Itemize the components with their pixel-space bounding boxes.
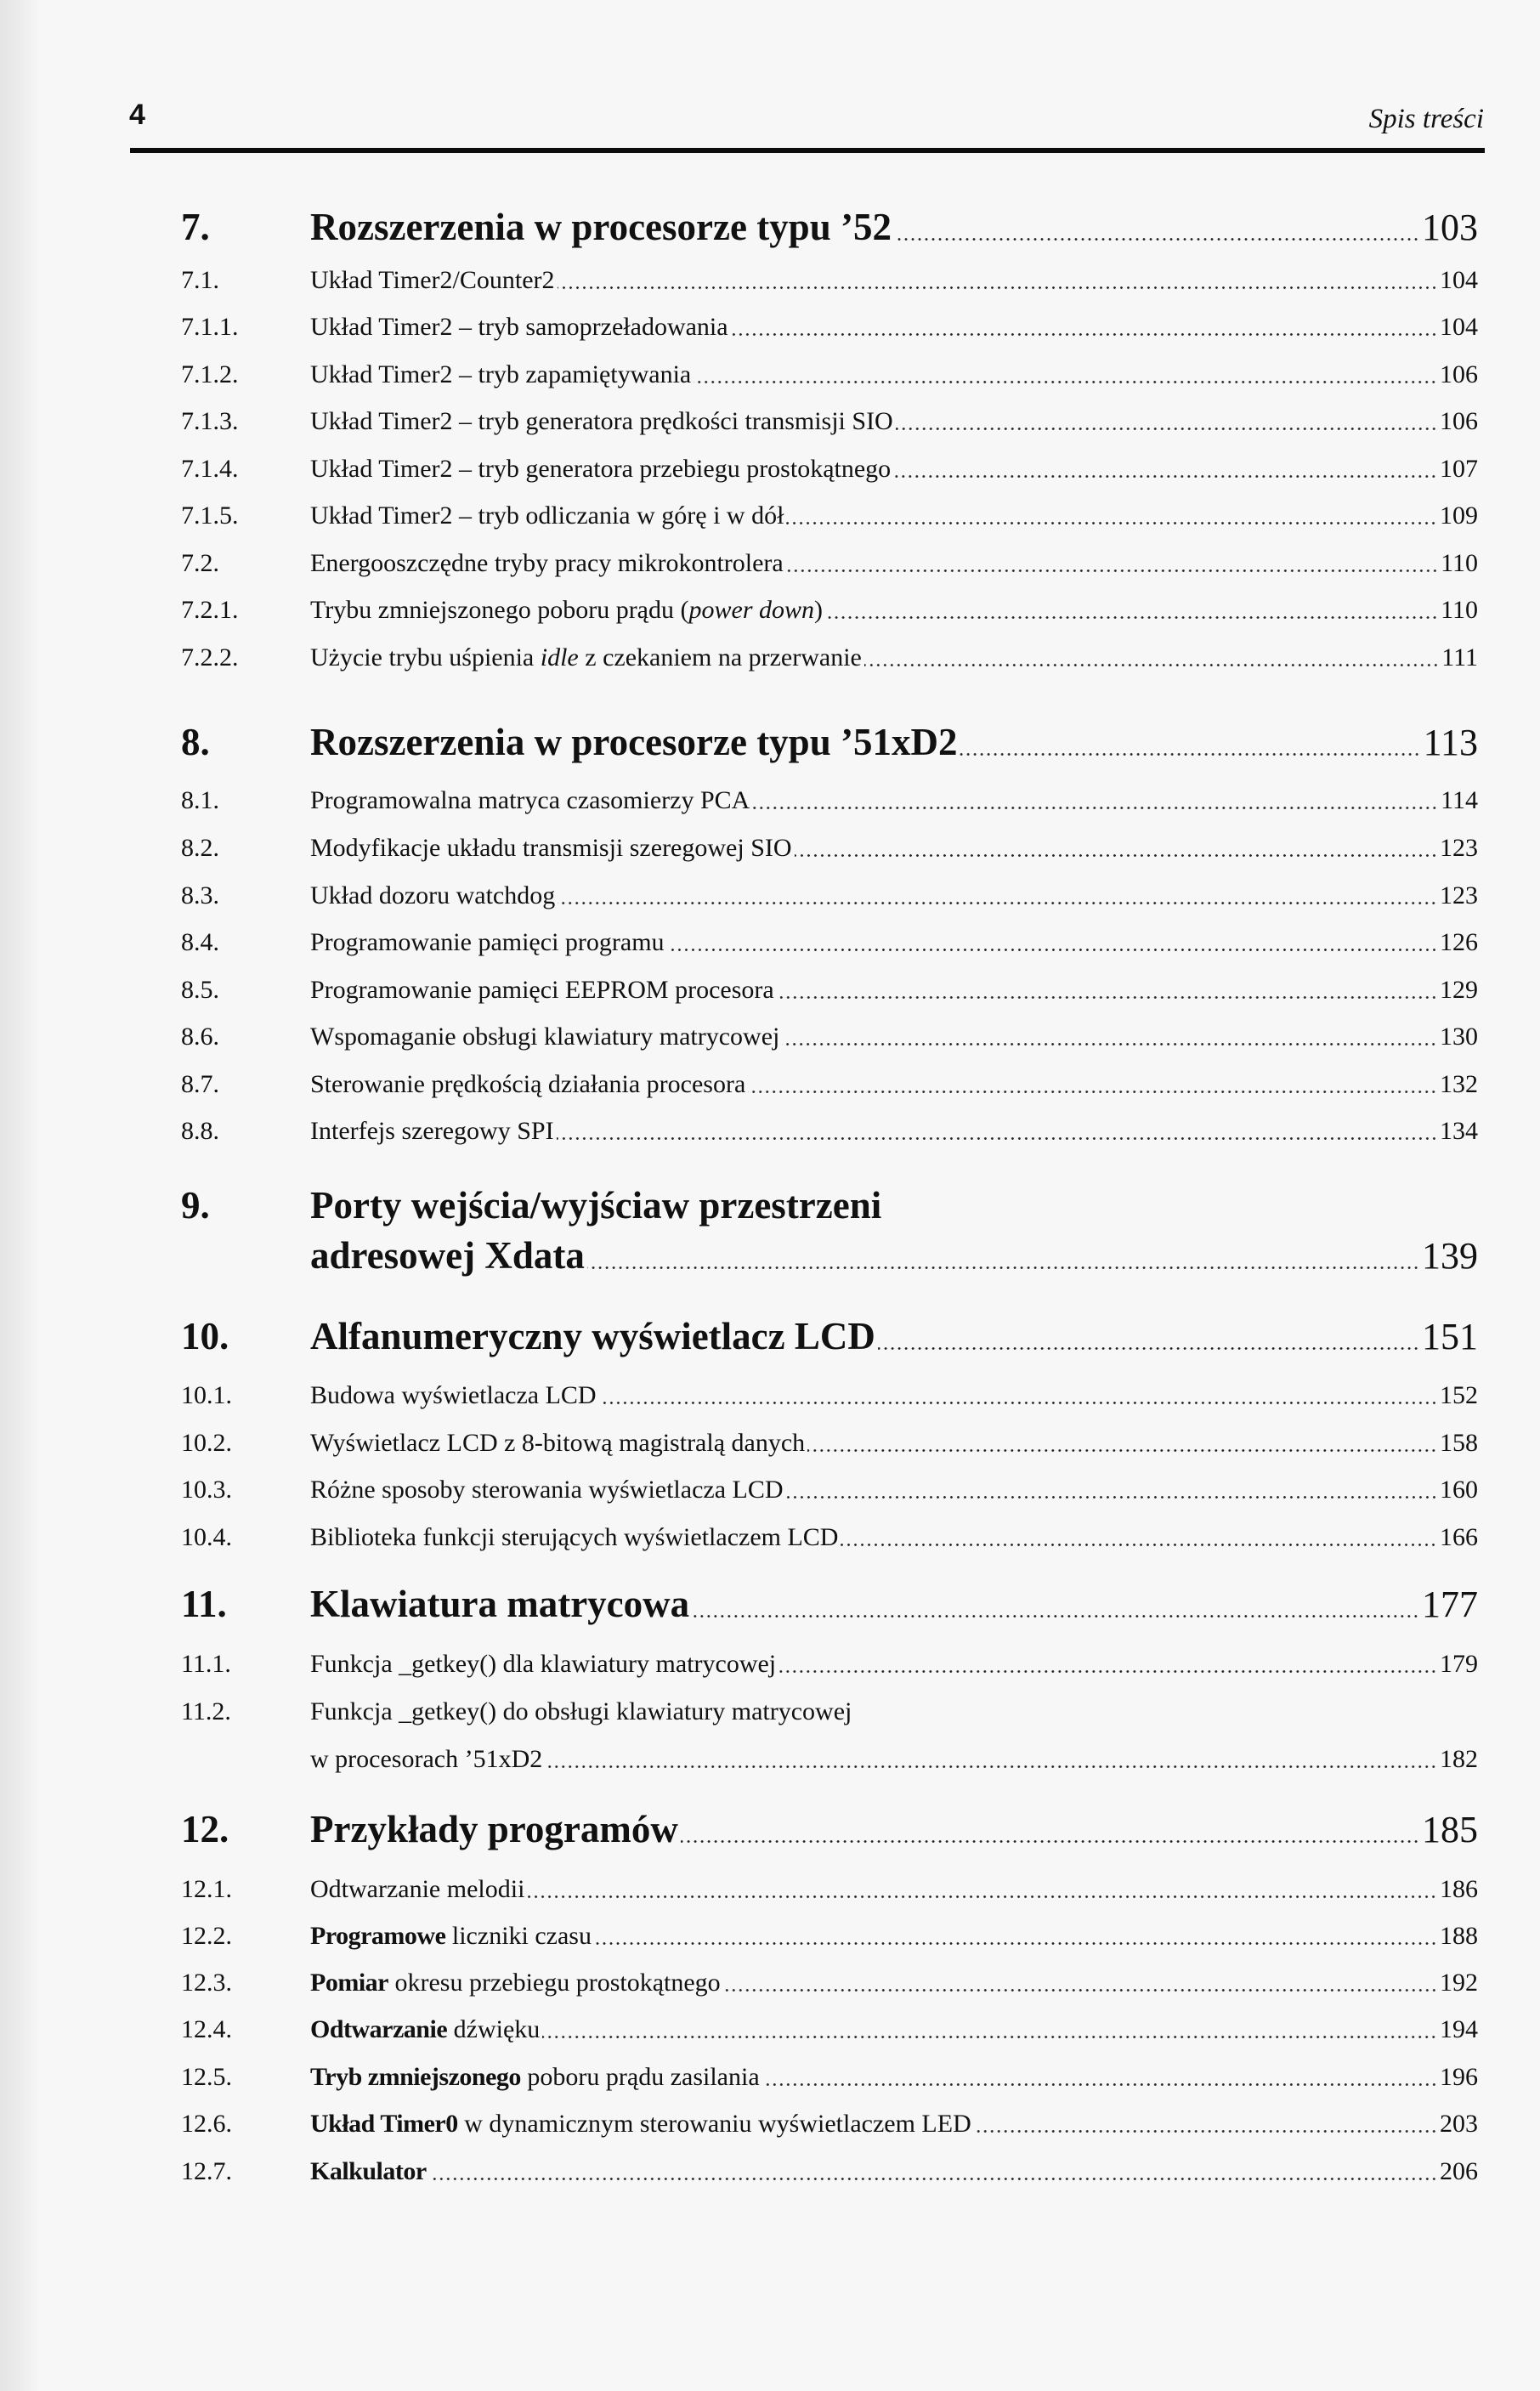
toc-entry-number: 8.8. (181, 1117, 219, 1146)
toc-title-text: Trybu zmniejszonego poboru prądu ( (310, 596, 689, 625)
toc-entry-number: 12.4. (181, 2015, 232, 2044)
toc-entry-title: w procesorach ’51xD2 (310, 1745, 543, 1774)
toc-entry-title: Układ Timer2 – tryb odliczania w górę i w dół (310, 501, 784, 530)
dot-leader (807, 1450, 1437, 1451)
toc-entry-number: 12.3. (181, 1969, 232, 1997)
toc-section-entry[interactable] (181, 1383, 1478, 1408)
toc-entry-title: Układ Timer2 – tryb zapamiętywania (310, 360, 692, 389)
toc-title-text: Programowe (310, 1922, 446, 1951)
toc-section-entry[interactable] (181, 362, 1478, 388)
toc-entry-number: 10. (181, 1314, 229, 1357)
toc-page-number: 152 (1440, 1381, 1478, 1410)
toc-title-text: Odtwarzanie (310, 2015, 448, 2044)
toc-section-entry[interactable] (181, 883, 1478, 909)
toc-title-text: okresu przebiegu prostokątnego (388, 1969, 721, 1997)
dot-leader (545, 1766, 1437, 1767)
page-number: 4 (129, 99, 145, 131)
toc-section-entry[interactable] (181, 1652, 1478, 1677)
dot-leader (748, 1091, 1437, 1092)
toc-page-number: 186 (1440, 1875, 1478, 1904)
toc-entry-title: Przykłady programów (310, 1807, 678, 1850)
toc-entry-title: Wspomaganie obsługi klawiatury matrycowej (310, 1023, 780, 1051)
toc-chapter-entry[interactable] (181, 1582, 1478, 1625)
toc-page-number: 126 (1440, 928, 1478, 957)
toc-entry-number: 10.3. (181, 1476, 232, 1504)
toc-page-number: 203 (1440, 2110, 1478, 2139)
dot-leader (599, 1402, 1437, 1403)
dot-leader (558, 903, 1437, 904)
toc-title-text: w dynamicznym sterowaniu wyświetlaczem LED (457, 2110, 971, 2139)
toc-entry-number: 7.2.1. (181, 596, 239, 625)
toc-entry-title (310, 1970, 721, 1996)
toc-chapter-entry[interactable] (181, 1183, 1478, 1227)
toc-entry-title: Układ dozoru watchdog (310, 881, 556, 910)
toc-entry-number: 8.5. (181, 976, 219, 1005)
toc-entry-number: 12.2. (181, 1922, 232, 1951)
toc-page-number: 206 (1440, 2157, 1478, 2186)
toc-entry-number: 8.7. (181, 1070, 219, 1099)
toc-section-entry[interactable] (181, 2159, 1478, 2184)
toc-section-entry[interactable] (181, 788, 1478, 813)
toc-title-text: Układ Timer0 (310, 2110, 458, 2139)
toc-entry-title: Porty wejścia/wyjściaw przestrzeni (310, 1183, 882, 1227)
toc-title-text: Kalkulator (310, 2157, 427, 2186)
dot-leader (752, 807, 1438, 808)
toc-entry-title: Rozszerzenia w procesorze typu ’52 (310, 205, 892, 248)
toc-entry-number: 10.4. (181, 1523, 232, 1552)
toc-entry-title: Budowa wyświetlacza LCD (310, 1381, 597, 1410)
toc-page-number: 111 (1441, 643, 1478, 672)
dot-leader (594, 1943, 1437, 1944)
toc-entry-number: 11. (181, 1582, 227, 1625)
toc-section-entry[interactable] (181, 1525, 1478, 1550)
toc-entry-title (310, 2159, 427, 2184)
toc-page-number: 194 (1440, 2015, 1478, 2044)
toc-entry-number: 11.1. (181, 1650, 231, 1679)
toc-page-number: 129 (1440, 976, 1478, 1005)
toc-entry-number: 7.1.1. (181, 313, 239, 342)
toc-section-entry[interactable] (181, 1970, 1478, 1996)
toc-entry-title: Programowanie pamięci EEPROM procesora (310, 976, 774, 1005)
toc-entry-number: 12.7. (181, 2157, 232, 2186)
toc-entry-number: 10.2. (181, 1429, 232, 1458)
toc-page-number: 104 (1440, 313, 1478, 342)
toc-entry-title: Modyfikacje układu transmisji szeregowej SIO (310, 834, 792, 863)
toc-page-number: 134 (1440, 1117, 1478, 1146)
toc-entry-title (310, 2111, 971, 2137)
toc-entry-number: 8.4. (181, 928, 219, 957)
dot-leader (864, 665, 1439, 666)
toc-page-number: 104 (1440, 266, 1478, 295)
dot-leader (825, 617, 1438, 618)
dot-leader (782, 1044, 1437, 1045)
dot-leader (974, 2131, 1437, 2132)
toc-section-entry[interactable] (181, 268, 1478, 293)
dot-leader (778, 1671, 1437, 1672)
dot-leader (894, 239, 1419, 240)
toc-section-entry[interactable] (181, 2065, 1478, 2090)
toc-entry-number: 11.2. (181, 1697, 231, 1726)
toc-page-number: 177 (1422, 1583, 1478, 1625)
toc-entry-title: Energooszczędne tryby pracy mikrokontrolera (310, 549, 784, 578)
toc-entry-title (310, 2065, 760, 2090)
toc-entry-title: Funkcja _getkey() do obsługi klawiatury matrycowej (310, 1697, 852, 1726)
scan-edge-shadow (0, 0, 41, 2391)
toc-page-number: 123 (1440, 881, 1478, 910)
toc-section-entry[interactable] (181, 2111, 1478, 2137)
toc-entry-number: 7.1.2. (181, 360, 239, 389)
toc-page-number: 103 (1422, 206, 1478, 248)
toc-entry-number: 7. (181, 205, 210, 248)
toc-page-number: 110 (1441, 549, 1478, 578)
toc-page-number: 179 (1440, 1650, 1478, 1679)
toc-title-text: z czekaniem na przerwanie (578, 643, 862, 672)
toc-chapter-entry[interactable] (181, 1807, 1478, 1850)
toc-entry-number: 12. (181, 1807, 229, 1850)
toc-page-number: 123 (1440, 834, 1478, 863)
toc-section-entry[interactable] (181, 1477, 1478, 1503)
dot-leader (777, 997, 1437, 998)
toc-entry-number: 9. (181, 1183, 210, 1227)
toc-entry-number: 7.1. (181, 266, 219, 295)
toc-section-entry[interactable] (181, 456, 1478, 482)
toc-title-text: ) (814, 596, 824, 625)
toc-section-entry[interactable] (181, 551, 1478, 576)
toc-section-entry[interactable] (181, 314, 1478, 340)
toc-entry-title (310, 598, 823, 623)
dot-leader (786, 523, 1437, 524)
toc-page-number: 185 (1422, 1808, 1478, 1850)
toc-entry-number: 10.1. (181, 1381, 232, 1410)
dot-leader (893, 476, 1437, 477)
header-rule (130, 148, 1485, 153)
toc-section-entry[interactable] (181, 1877, 1478, 1902)
toc-page-number: 132 (1440, 1070, 1478, 1099)
toc-entry-title (310, 1924, 592, 1949)
toc-entry-number: 7.1.4. (181, 455, 239, 484)
toc-entry-title: Funkcja _getkey() dla klawiatury matrycowej (310, 1650, 777, 1679)
toc-section-entry[interactable] (181, 503, 1478, 529)
toc-section-entry[interactable] (181, 1699, 1478, 1725)
toc-section-entry[interactable] (181, 977, 1478, 1003)
toc-section-entry[interactable] (181, 1924, 1478, 1949)
toc-page-number: 107 (1440, 455, 1478, 484)
running-head: Spis treści (1368, 104, 1484, 134)
toc-page-number: 130 (1440, 1023, 1478, 1051)
dot-leader (587, 1267, 1419, 1268)
toc-page-number: 158 (1440, 1429, 1478, 1458)
toc-section-entry[interactable] (181, 930, 1478, 955)
dot-leader (878, 1348, 1419, 1349)
toc-entry-title: Różne sposoby sterowania wyświetlacza LCD (310, 1476, 784, 1504)
toc-section-entry[interactable] (181, 1431, 1478, 1456)
toc-section-entry[interactable] (181, 836, 1478, 861)
toc-entry-number: 8.2. (181, 834, 219, 863)
toc-entry-number: 8.6. (181, 1023, 219, 1051)
toc-entry-number: 8.3. (181, 881, 219, 910)
toc-page-number: 106 (1440, 360, 1478, 389)
toc-chapter-entry[interactable] (181, 720, 1478, 763)
toc-entry-number: 7.1.3. (181, 407, 239, 436)
toc-entry-number: 12.6. (181, 2110, 232, 2139)
toc-entry-title: Wyświetlacz LCD z 8-bitową magistralą danych (310, 1429, 806, 1458)
toc-entry-title: Rozszerzenia w procesorze typu ’51xD2 (310, 720, 958, 763)
toc-entry-title: Biblioteka funkcji sterujących wyświetlaczem LCD (310, 1523, 839, 1552)
toc-page-number: 192 (1440, 1969, 1478, 1997)
toc-title-text: dźwięku (447, 2015, 541, 2044)
dot-leader (723, 1990, 1437, 1991)
toc-page-number: 139 (1422, 1234, 1478, 1277)
toc-section-entry[interactable] (181, 409, 1478, 434)
dot-leader (795, 855, 1437, 856)
toc-title-italic-term: power down (688, 596, 815, 625)
toc-section-entry[interactable] (181, 1024, 1478, 1050)
toc-entry-title: Alfanumeryczny wyświetlacz LCD (310, 1314, 875, 1357)
dot-leader (557, 1138, 1437, 1139)
dot-leader (786, 570, 1438, 571)
toc-entry-number: 7.2. (181, 549, 219, 578)
toc-page-number: 114 (1441, 786, 1478, 815)
toc-title-text: Tryb zmniejszonego (310, 2063, 521, 2092)
dot-leader (692, 1616, 1419, 1617)
dot-leader (896, 428, 1437, 429)
toc-entry-title: Interfejs szeregowy SPI (310, 1117, 554, 1146)
dot-leader (527, 1896, 1437, 1897)
toc-title-text: Użycie trybu uśpienia (310, 643, 541, 672)
toc-entry-title: Odtwarzanie melodii (310, 1875, 525, 1904)
dot-leader (786, 1497, 1437, 1498)
dot-leader (681, 1841, 1419, 1842)
toc-chapter-entry[interactable] (181, 1233, 1478, 1277)
dot-leader (558, 287, 1437, 288)
toc-section-entry[interactable] (181, 1072, 1478, 1097)
toc-section-entry[interactable] (181, 2017, 1478, 2043)
toc-title-text: Pomiar (310, 1969, 388, 1997)
dot-leader (841, 1544, 1437, 1545)
toc-entry-title (310, 2017, 540, 2043)
toc-page-number: 188 (1440, 1922, 1478, 1951)
toc-page-number: 166 (1440, 1523, 1478, 1552)
toc-entry-number: 8. (181, 720, 210, 763)
toc-entry-number: 8.1. (181, 786, 219, 815)
dot-leader (960, 754, 1420, 755)
toc-title-text: liczniki czasu (445, 1922, 592, 1951)
toc-section-entry[interactable] (181, 645, 1478, 671)
dot-leader (731, 334, 1437, 335)
dot-leader (762, 2084, 1437, 2085)
toc-entry-title: Programowanie pamięci programu (310, 928, 665, 957)
toc-entry-title (310, 645, 862, 671)
toc-section-entry[interactable] (181, 1119, 1478, 1144)
toc-entry-title: Programowalna matryca czasomierzy PCA (310, 786, 750, 815)
toc-page-number: 151 (1422, 1315, 1478, 1357)
toc-chapter-entry[interactable] (181, 205, 1478, 248)
toc-entry-title: adresowej Xdata (310, 1233, 585, 1277)
toc-title-italic-term: idle (540, 643, 579, 672)
toc-page-number: 110 (1441, 596, 1478, 625)
toc-section-entry[interactable] (181, 598, 1478, 623)
toc-page-number: 106 (1440, 407, 1478, 436)
toc-entry-title: Układ Timer2/Counter2 (310, 266, 555, 295)
toc-entry-title: Układ Timer2 – tryb generatora przebiegu prostokątnego (310, 455, 892, 484)
toc-entry-number: 7.1.5. (181, 501, 239, 530)
toc-section-entry[interactable] (181, 1747, 1478, 1772)
toc-entry-number: 12.1. (181, 1875, 232, 1904)
toc-entry-number: 12.5. (181, 2063, 232, 2092)
toc-page-number: 109 (1440, 501, 1478, 530)
toc-page-number: 160 (1440, 1476, 1478, 1504)
toc-page-number: 113 (1423, 721, 1478, 763)
dot-leader (667, 949, 1437, 950)
toc-page-number: 182 (1440, 1745, 1478, 1774)
toc-entry-title: Sterowanie prędkością działania procesora (310, 1070, 746, 1099)
toc-entry-title: Klawiatura matrycowa (310, 1582, 690, 1625)
toc-entry-title: Układ Timer2 – tryb samoprzeładowania (310, 313, 728, 342)
toc-page-number: 196 (1440, 2063, 1478, 2092)
toc-title-text: poboru prądu zasilania (520, 2063, 760, 2092)
toc-entry-title: Układ Timer2 – tryb generatora prędkości transmisji SIO (310, 407, 893, 436)
toc-entry-number: 7.2.2. (181, 643, 239, 672)
toc-chapter-entry[interactable] (181, 1314, 1478, 1357)
